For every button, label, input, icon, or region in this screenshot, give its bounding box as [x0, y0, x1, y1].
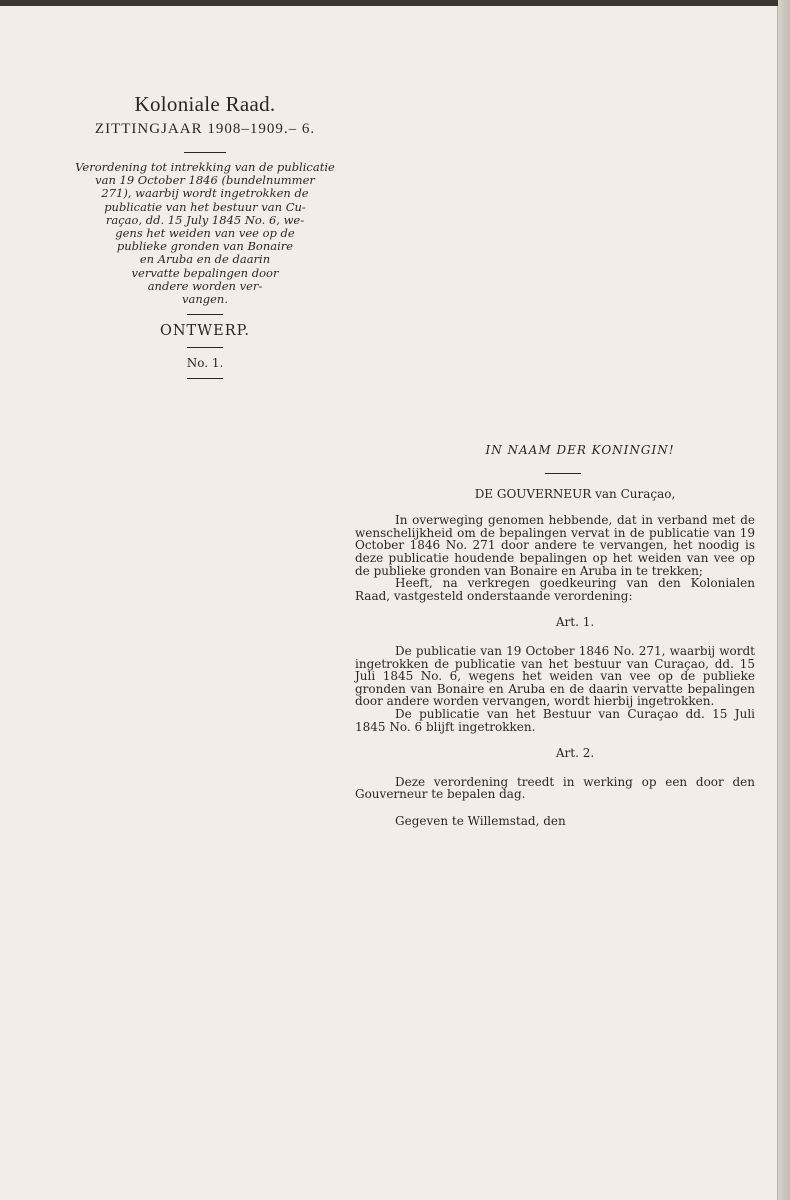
- subject-line: raçao, dd. 15 July 1845 No. 6, we-: [105, 212, 305, 227]
- subject-line: van 19 October 1846 (bundelnummer: [95, 173, 315, 188]
- draft-number: No. 1.: [186, 356, 224, 371]
- divider: [187, 314, 223, 315]
- subject-line: 271), waarbij wordt ingetrokken de: [101, 186, 309, 201]
- divider: [184, 152, 226, 153]
- article-2-paragraph: Deze verordening treedt in werking op een door den Gouverneur te bepalen dag.: [355, 774, 755, 802]
- preamble-paragraph: Heeft, na verkregen goedkeuring van den Kolonialen Raad, vastgesteld onderstaande verordening:: [355, 576, 755, 603]
- subject-line: vangen.: [182, 292, 228, 307]
- session-year: ZITTINGJAAR 1908–1909.– 6.: [94, 121, 316, 137]
- article-2-heading: Art. 2.: [555, 746, 595, 761]
- invocation: IN NAAM DER KONINGIN!: [485, 443, 675, 457]
- subject-line: vervatte bepalingen door: [131, 265, 279, 280]
- draft-label: ONTWERP.: [159, 323, 251, 340]
- divider: [187, 347, 223, 348]
- subject-line: en Aruba en de daarin: [139, 252, 271, 267]
- page-right-edge: [778, 0, 790, 1200]
- subject-line: publicatie van het bestuur van Cu-: [104, 199, 306, 214]
- divider: [187, 378, 223, 379]
- divider: [545, 473, 581, 474]
- article-1-heading: Art. 1.: [555, 615, 595, 630]
- subject-line: gens het weiden van vee op de: [115, 226, 295, 241]
- document-page: [0, 6, 778, 1200]
- article-1-paragraph: De publicatie van 19 October 1846 No. 271, waarbij wordt ingetrokken de publicatie van het bestuur van Curaçao, dd. 15 Juli 1845 No. 6, wegens het weiden van vee op de publieke gronden van Bonaire en Aruba en de daarin vervatte bepalingen door andere worden vervangen, wordt hierbij ingetrokken.: [355, 643, 755, 709]
- subject-line: publieke gronden van Bonaire: [116, 239, 294, 254]
- article-1-paragraph: De publicatie van het Bestuur van Curaçao dd. 15 Juli 1845 No. 6 blijft ingetrokken.: [355, 706, 755, 734]
- subject-line: Verordening tot intrekking van de publicatie: [75, 160, 335, 174]
- governor-line: DE GOUVERNEUR van Curaçao,: [474, 486, 676, 501]
- preamble-paragraph: In overweging genomen hebbende, dat in verband met de wenschelijkheid om de bepalingen vervat in de publicatie van 19 October 1846 No. 271 door andere te vervangen, het noodig is deze publicatie houdende bepalingen op het weiden van vee op de publieke gronden van Bonaire en Aruba in te trekken;: [355, 513, 755, 578]
- subject-line: andere worden ver-: [147, 278, 263, 293]
- council-title: Koloniale Raad.: [134, 92, 276, 116]
- closing-line: Gegeven te Willemstad, den: [395, 813, 566, 828]
- ordinance-body: [355, 444, 755, 827]
- title-block: [70, 82, 340, 379]
- ordinance-subject: [70, 161, 340, 306]
